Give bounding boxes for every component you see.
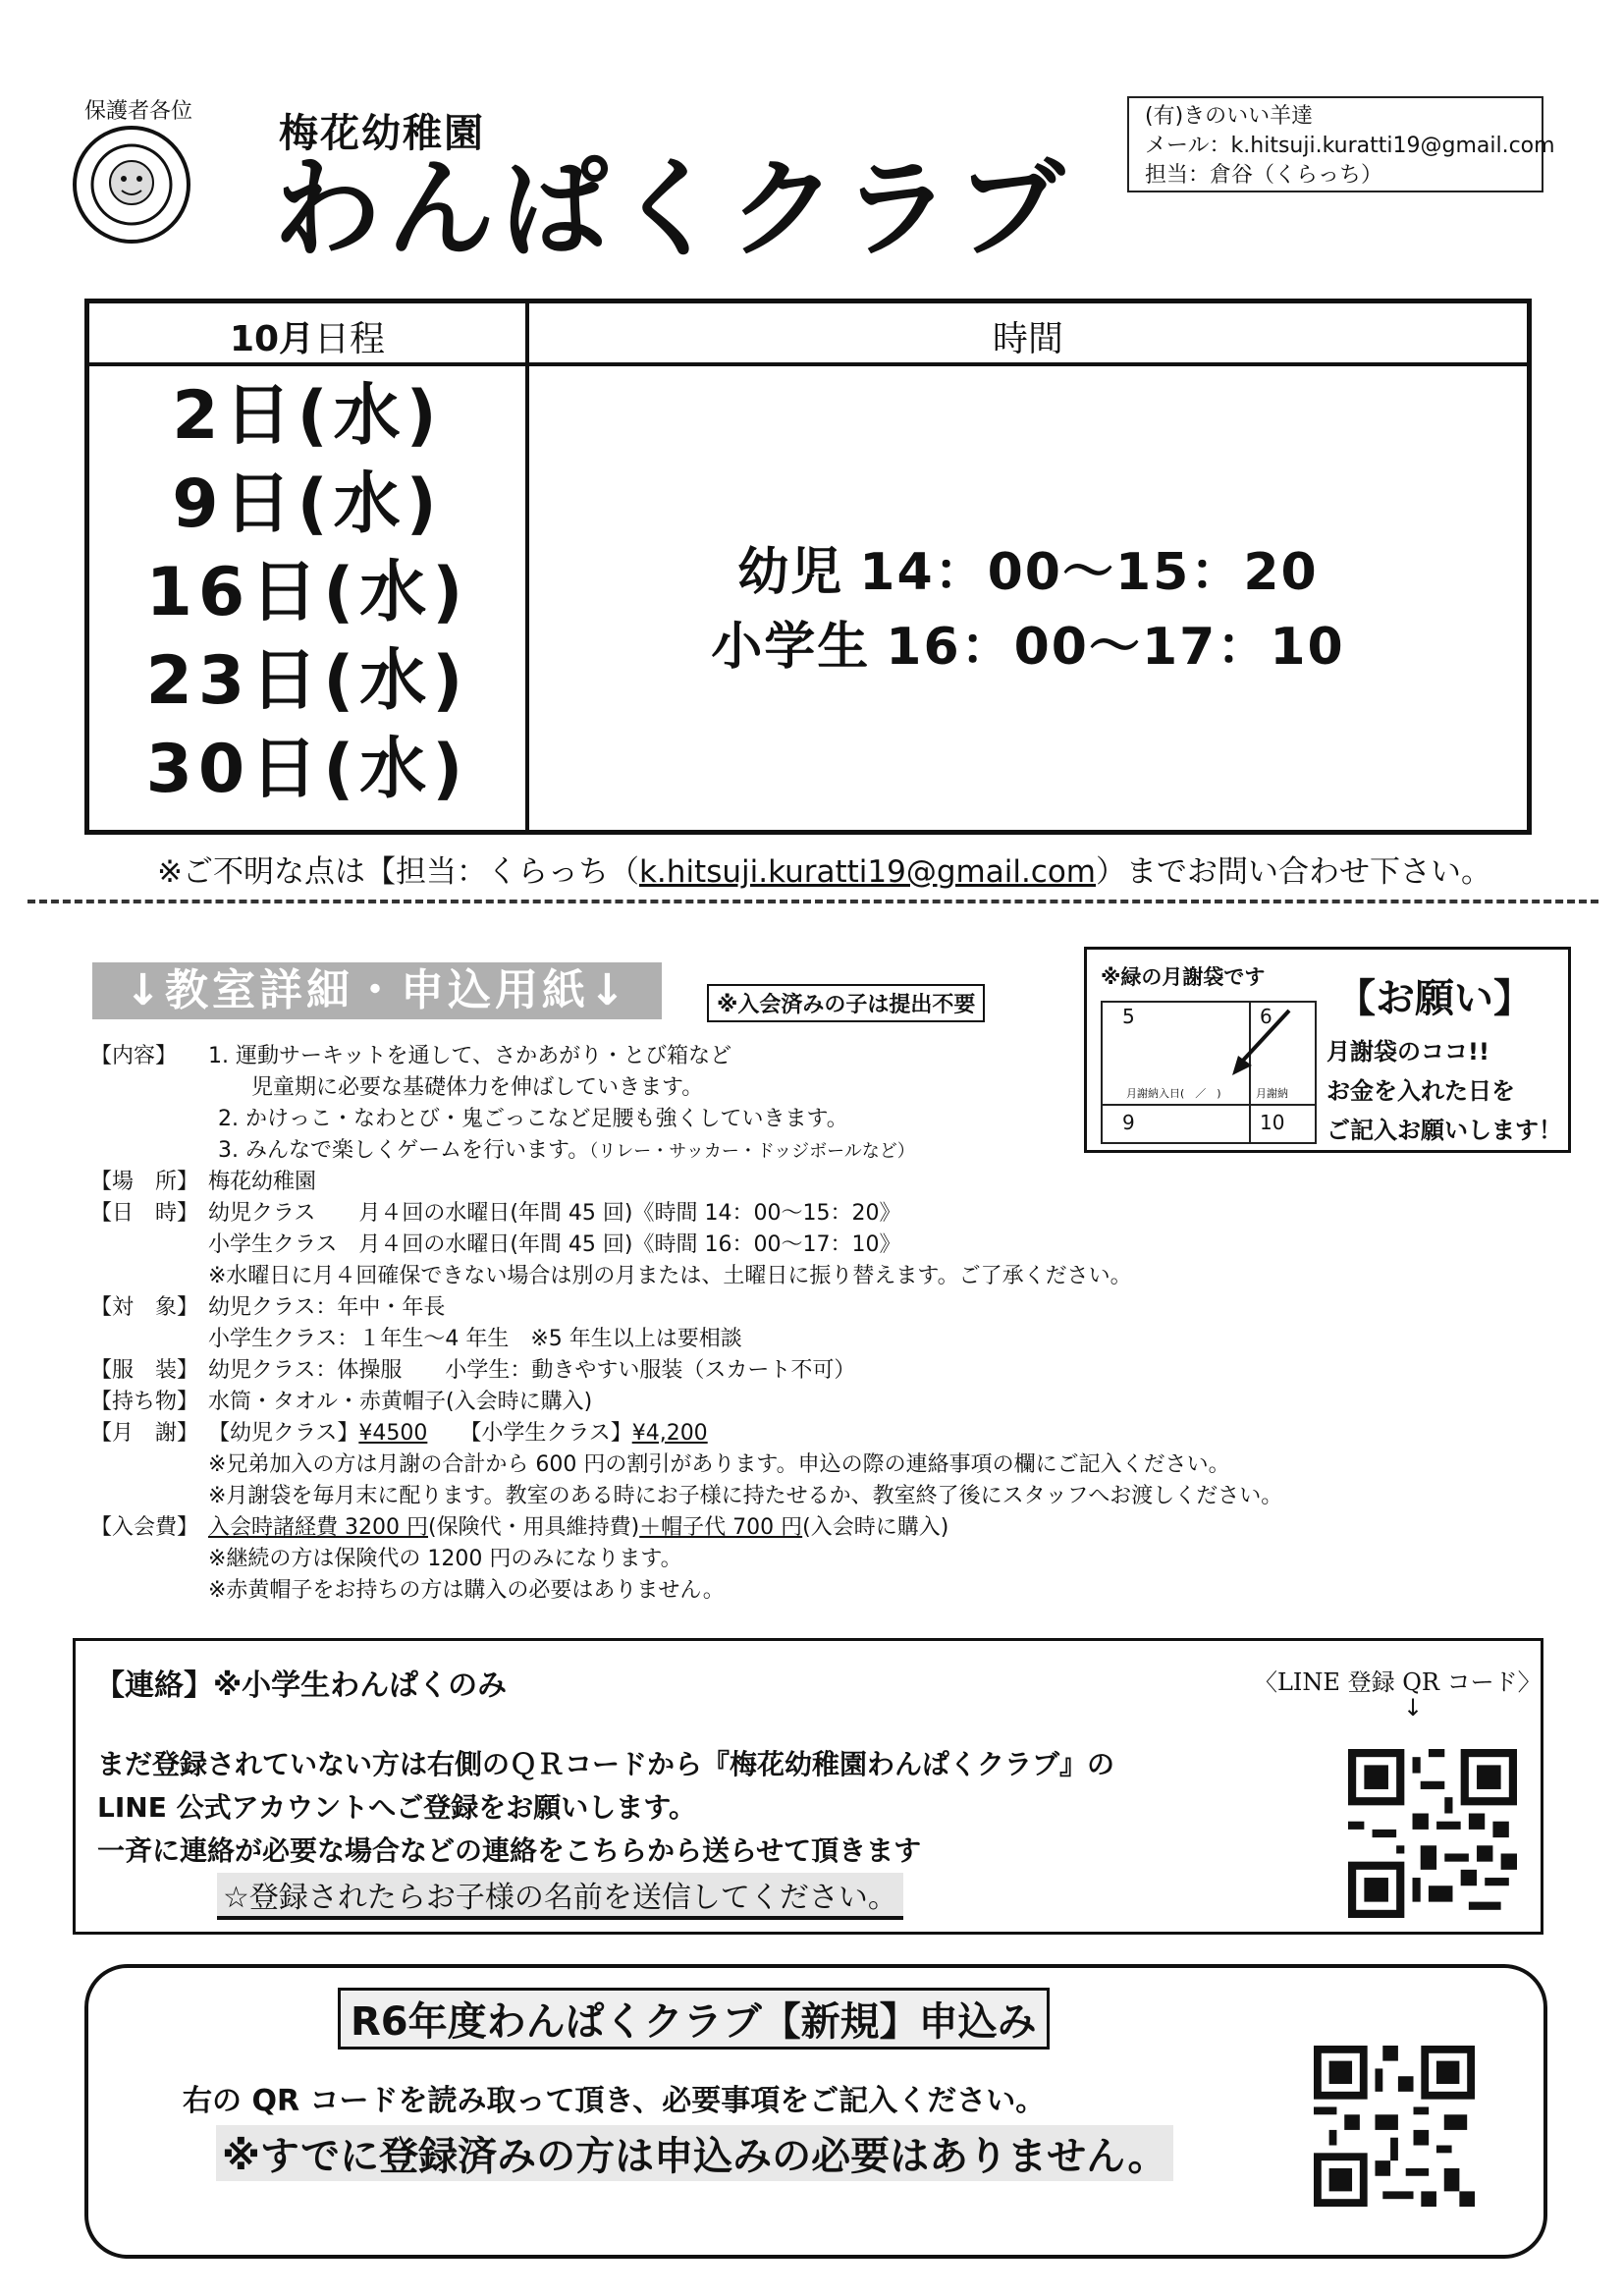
schedule-date: 16日(水) [145, 554, 469, 631]
school-name: 梅花幼稚園 [279, 111, 485, 156]
envelope-illustration: 5 6 月謝納入日( ／ ) 月謝納 9 10 [1101, 1001, 1317, 1144]
content-item: 児童期に必要な基礎体力を伸ばしていきます。 [251, 1075, 704, 1100]
schedule-date: 9日(水) [172, 465, 443, 543]
content-label: 【内容】 [90, 1044, 178, 1068]
schedule-date: 30日(水) [145, 731, 469, 808]
line-contact-box [73, 1638, 1543, 1935]
cut-line [27, 900, 1598, 903]
entry-note: ※継続の方は保険代の 1200 円のみになります。 [208, 1547, 682, 1571]
place: 梅花幼稚園 [208, 1170, 317, 1194]
addressee: 保護者各位 [84, 99, 193, 124]
contact-email: メール：k.hitsuji.kuratti19@gmail.com [1145, 134, 1555, 158]
request-title: 【お願い】 [1336, 976, 1533, 1021]
content-item: 1. 運動サーキットを通して、さかあがり・とび箱など [208, 1044, 732, 1068]
schedule-date: 23日(水) [145, 642, 469, 720]
request-text: 月謝袋のココ!! お金を入れた日を ご記入お願いします！ [1326, 1038, 1562, 1144]
datetime-note: ※水曜日に月４回確保できない場合は別の月または、土曜日に振り替えます。ご了承ください。 [208, 1264, 1132, 1288]
time-kinder: 幼児 14：00〜15：20 [737, 543, 1319, 602]
clothing: 幼児クラス：体操服 小学生：動きやすい服装（スカート不可） [208, 1358, 856, 1383]
new-application-box [84, 1964, 1547, 2259]
time-elementary: 小学生 16：00〜17：10 [711, 618, 1345, 677]
contact-note: ☆登録されたらお子様の名前を送信してください。 [217, 1873, 903, 1920]
items: 水筒・タオル・赤黄帽子(入会時に購入) [208, 1390, 593, 1414]
target-elementary: 小学生クラス：１年生〜4 年生 ※5 年生以上は要相談 [208, 1327, 742, 1351]
new-application-instruction: 右の QR コードを読み取って頂き、必要事項をご記入ください。 [183, 2084, 1046, 2118]
content-item: 2. かけっこ・なわとび・鬼ごっこなど足腰も強くしていきます。 [218, 1107, 848, 1131]
request-box [1084, 947, 1571, 1153]
line-qr-code[interactable] [1348, 1749, 1517, 1918]
schedule-date: 2日(水) [172, 377, 443, 455]
club-title: わんぱくクラブ [273, 146, 1070, 272]
inquiry-email[interactable]: k.hitsuji.kuratti19@gmail.com [638, 854, 1096, 890]
fee-note: ※兄弟加入の方は月謝の合計から 600 円の割引があります。申込の際の連絡事項の欄にご記入ください。 [208, 1452, 1230, 1477]
inquiry-note: ※ご不明な点は【担当：くらっち（k.hitsuji.kuratti19@gmail.com）までお問い合わせ下さい。 [157, 854, 1491, 890]
schedule-times [529, 535, 1527, 684]
club-logo [71, 124, 192, 246]
envelope-date-field: 月謝納入日( ／ ) [1126, 1087, 1221, 1100]
schedule-table [84, 299, 1532, 835]
request-label: ※緑の月謝袋です [1101, 965, 1266, 989]
details-title: ↓教室詳細・申込用紙↓ [92, 962, 662, 1019]
entry-note: ※赤黄帽子をお持ちの方は購入の必要はありません。 [208, 1578, 725, 1603]
monthly-fee: 【幼児クラス】¥4500 【小学生クラス】¥4,200 [208, 1421, 708, 1446]
entry-fee: 入会時諸経費 3200 円(保険代・用具維持費)＋帽子代 700 円(入会時に購入) [208, 1515, 949, 1540]
new-application-title: R6年度わんぱくクラブ【新規】申込み [338, 1988, 1050, 2050]
contact-person: 担当：倉谷（くらっち） [1145, 163, 1383, 188]
datetime-kinder: 幼児クラス 月４回の水曜日(年間 45 回)《時間 14：00〜15：20》 [208, 1201, 901, 1226]
contact-body: まだ登録されていない方は右側のＱＲコードから『梅花幼稚園わんぱくクラブ』の LINE 公式アカウントへご登録をお願いします。 一斉に連絡が必要な場合などの連絡をこちらから送らせて頂きます [97, 1748, 1115, 1867]
target-kinder: 幼児クラス：年中・年長 [208, 1295, 446, 1320]
no-submit-note: ※入会済みの子は提出不要 [707, 984, 985, 1022]
contact-company: (有)きのいい羊達 [1145, 104, 1314, 129]
fee-note: ※月謝袋を毎月末に配ります。教室のある時にお子様に持たせるか、教室終了後にスタッフへお渡しください。 [208, 1484, 1283, 1508]
qr-label: 〈LINE 登録 QR コード〉 [1254, 1668, 1542, 1696]
datetime-elementary: 小学生クラス 月４回の水曜日(年間 45 回)《時間 16：00〜17：10》 [208, 1232, 901, 1257]
schedule-dates [89, 372, 525, 814]
contact-title: 【連絡】※小学生わんぱくのみ [95, 1668, 508, 1703]
down-arrow-icon: ↓ [1403, 1694, 1424, 1722]
application-qr-code[interactable] [1314, 2043, 1475, 2210]
schedule-time-header: 時間 [992, 319, 1063, 359]
content-item: 3. みんなで楽しくゲームを行います。（リレー・サッカー・ドッジボールなど） [218, 1138, 915, 1163]
contact-box [1127, 96, 1555, 192]
schedule-date-header: 10月日程 [229, 319, 386, 359]
new-application-note: ※すでに登録済みの方は申込みの必要はありません。 [216, 2125, 1173, 2181]
